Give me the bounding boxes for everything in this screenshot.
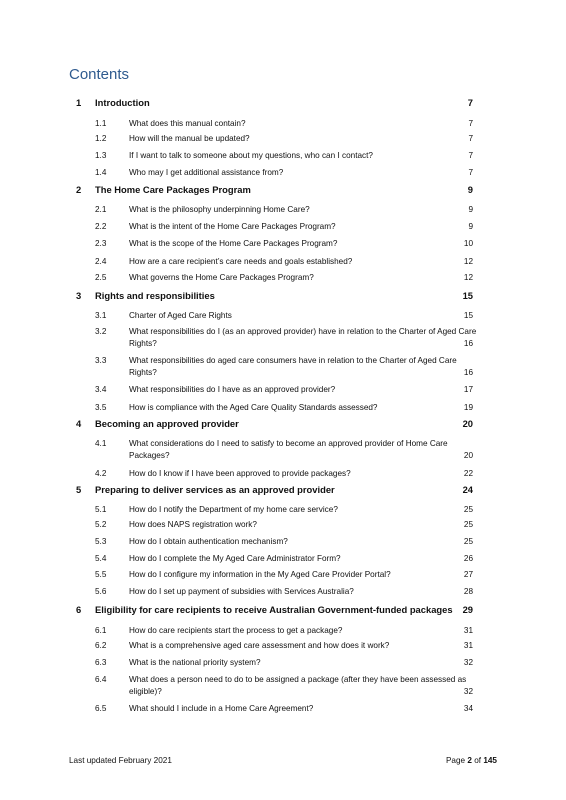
item-number: 2.1 — [95, 205, 107, 214]
item-number: 5.5 — [95, 570, 107, 579]
section-title: Eligibility for care recipients to receive Australian Government-funded packages — [95, 604, 453, 615]
page-word: Page — [445, 756, 466, 765]
item-number: 1.2 — [95, 134, 107, 143]
item-title: Who may I get additional assistance from? — [129, 168, 284, 177]
item-number: 5.2 — [95, 520, 107, 529]
item-title: How do I configure my information in the My Aged Care Provider Portal? — [129, 570, 391, 579]
item-title: If I want to talk to someone about my questions, who can I contact? — [129, 151, 373, 160]
item-number: 3.1 — [95, 311, 107, 320]
item-page: 12 — [463, 257, 473, 266]
section-title: Introduction — [95, 97, 150, 108]
item-title: What is the scope of the Home Care Packages Program? — [129, 239, 338, 248]
item-page: 31 — [463, 626, 473, 635]
item-title: What is a comprehensive aged care assessment and how does it work? — [129, 641, 390, 650]
item-title: How does NAPS registration work? — [129, 520, 257, 529]
item-number: 5.3 — [95, 537, 107, 546]
item-title: How do I know if I have been approved to provide packages? — [129, 469, 351, 478]
item-page: 16 — [463, 368, 473, 377]
item-number: 1.1 — [95, 119, 107, 128]
item-page: 20 — [463, 451, 473, 460]
section-number: 6 — [76, 604, 82, 615]
item-title: What governs the Home Care Packages Program? — [129, 273, 314, 282]
item-page: 26 — [463, 554, 473, 563]
section-number: 5 — [76, 484, 82, 495]
item-page: 15 — [463, 311, 473, 320]
page-current: 2 — [467, 756, 472, 765]
item-number: 1.3 — [95, 151, 107, 160]
item-number: 3.3 — [95, 356, 107, 365]
section-number: 4 — [76, 418, 82, 429]
section-number: 3 — [76, 290, 82, 301]
section-title: The Home Care Packages Program — [95, 184, 251, 195]
item-number: 5.6 — [95, 587, 107, 596]
item-title: What is the intent of the Home Care Packages Program? — [129, 222, 336, 231]
item-title: How are a care recipient’s care needs and goals established? — [129, 257, 353, 266]
item-number: 3.2 — [95, 327, 107, 336]
page-total: 145 — [483, 756, 497, 765]
item-title: What does this manual contain? — [129, 119, 246, 128]
item-page: 22 — [463, 469, 473, 478]
item-number: 6.2 — [95, 641, 107, 650]
item-title: How do I set up payment of subsidies with Services Australia? — [129, 587, 354, 596]
section-page: 9 — [467, 184, 473, 195]
item-number: 2.4 — [95, 257, 107, 266]
item-number: 3.5 — [95, 403, 107, 412]
section-title: Rights and responsibilities — [95, 290, 215, 301]
section-title: Becoming an approved provider — [95, 418, 239, 429]
item-number: 2.3 — [95, 239, 107, 248]
item-page: 25 — [463, 537, 473, 546]
item-page: 34 — [463, 704, 473, 713]
item-page: 7 — [468, 134, 473, 143]
item-page: 32 — [463, 687, 473, 696]
item-title: What responsibilities do I (as an approved provider) have in relation to the Charter of Aged Care Rights? — [129, 327, 477, 348]
item-page: 19 — [463, 403, 473, 412]
item-number: 6.5 — [95, 704, 107, 713]
item-number: 4.1 — [95, 439, 107, 448]
item-title: How do I notify the Department of my home care service? — [129, 505, 338, 514]
page-number — [446, 756, 497, 765]
item-number: 6.4 — [95, 675, 107, 684]
item-title: How is compliance with the Aged Care Quality Standards assessed? — [129, 403, 378, 412]
item-page: 25 — [463, 505, 473, 514]
last-updated-text: Last updated February 2021 — [69, 756, 172, 765]
item-number: 2.5 — [95, 273, 107, 282]
item-number: 6.3 — [95, 658, 107, 667]
item-number: 3.4 — [95, 385, 107, 394]
item-title: What is the national priority system? — [129, 658, 261, 667]
contents-heading: Contents — [69, 66, 130, 83]
item-title: What considerations do I need to satisfy to become an approved provider of Home Care Packages? — [129, 439, 448, 460]
item-page: 7 — [468, 168, 473, 177]
item-title: How do I obtain authentication mechanism? — [129, 537, 288, 546]
item-page: 16 — [463, 339, 473, 348]
section-page: 20 — [462, 418, 473, 429]
item-page: 25 — [463, 520, 473, 529]
page-of: of — [474, 756, 482, 765]
item-title: What should I include in a Home Care Agreement? — [129, 704, 314, 713]
item-page: 17 — [463, 385, 473, 394]
item-page: 10 — [463, 239, 473, 248]
item-title: How do care recipients start the process to get a package? — [129, 626, 343, 635]
item-number: 1.4 — [95, 168, 107, 177]
item-page: 9 — [468, 222, 473, 231]
item-number: 6.1 — [95, 626, 107, 635]
item-page: 7 — [468, 119, 473, 128]
section-page: 7 — [467, 97, 473, 108]
item-page: 9 — [468, 205, 473, 214]
item-title: What does a person need to do to be assigned a package (after they have been assessed as eligible)? — [129, 675, 467, 696]
section-page: 15 — [462, 290, 473, 301]
item-number: 2.2 — [95, 222, 107, 231]
section-number: 1 — [76, 97, 82, 108]
item-title: What responsibilities do aged care consumers have in relation to the Charter of Aged Care Rights? — [129, 356, 457, 377]
section-title: Preparing to deliver services as an approved provider — [95, 484, 335, 495]
item-page: 31 — [463, 641, 473, 650]
item-page: 12 — [463, 273, 473, 282]
item-page: 28 — [463, 587, 473, 596]
section-page: 29 — [462, 604, 473, 615]
item-page: 32 — [463, 658, 473, 667]
item-page: 27 — [463, 570, 473, 579]
item-number: 4.2 — [95, 469, 107, 478]
section-number: 2 — [76, 184, 82, 195]
item-number: 5.1 — [95, 505, 107, 514]
item-page: 7 — [468, 151, 473, 160]
item-number: 5.4 — [95, 554, 107, 563]
item-title: How do I complete the My Aged Care Administrator Form? — [129, 554, 341, 563]
item-title: What is the philosophy underpinning Home Care? — [129, 205, 310, 214]
section-page: 24 — [462, 484, 473, 495]
item-title: How will the manual be updated? — [129, 134, 250, 143]
item-title: What responsibilities do I have as an approved provider? — [129, 385, 336, 394]
item-title: Charter of Aged Care Rights — [129, 311, 232, 320]
